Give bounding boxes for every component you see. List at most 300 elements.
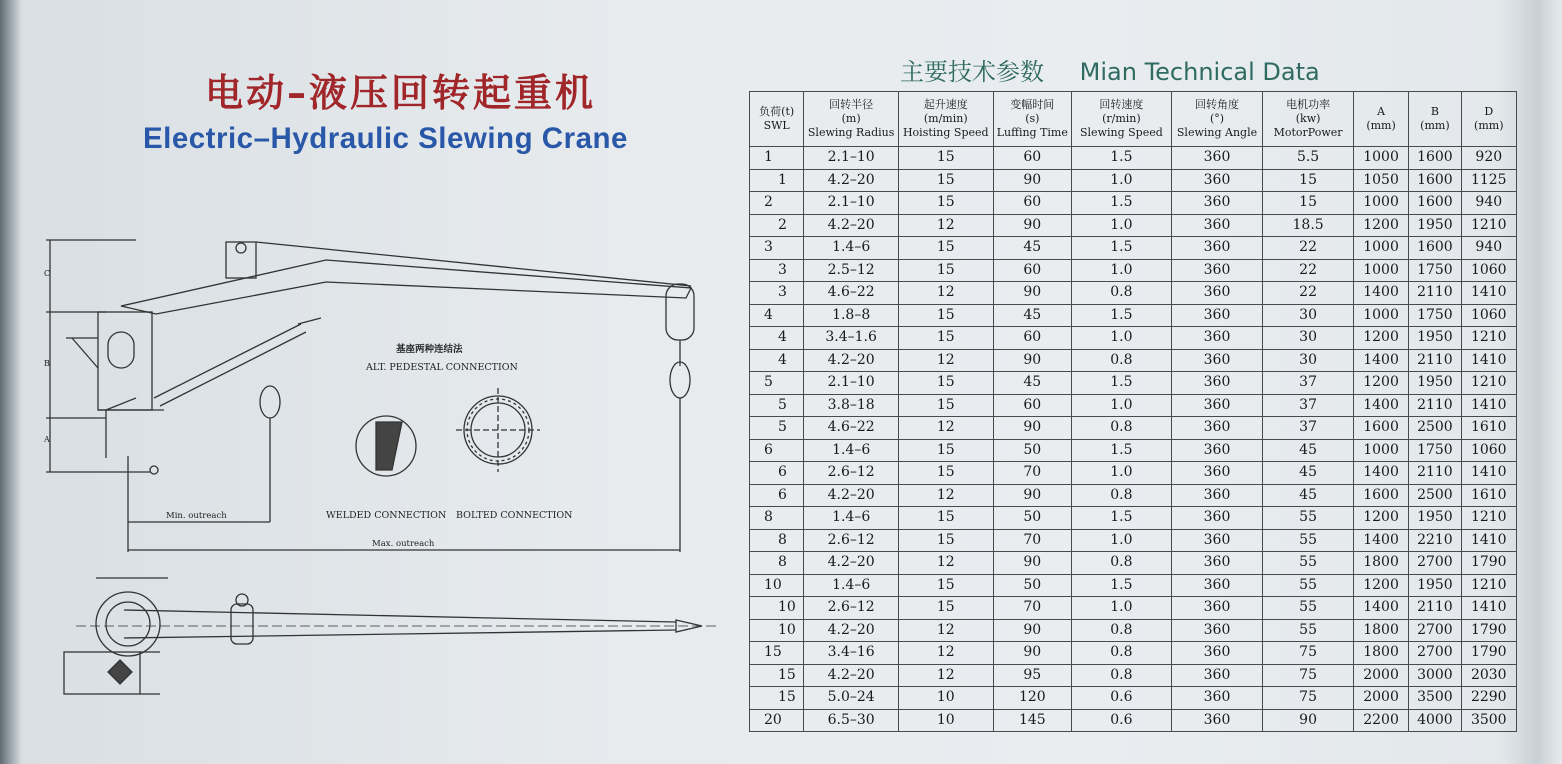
table-cell: 3500 (1461, 709, 1516, 732)
table-cell: 15 (898, 462, 993, 485)
table-cell: 4000 (1409, 709, 1461, 732)
hook-block (670, 362, 690, 398)
table-title-chinese: 主要技术参数 (900, 58, 1044, 86)
table-cell: 95 (993, 664, 1072, 687)
table-cell: 1200 (1353, 327, 1408, 350)
table-cell: 5.5 (1263, 147, 1354, 170)
table-cell: 1800 (1353, 642, 1408, 665)
table-cell: 90 (993, 642, 1072, 665)
table-cell: 15 (898, 237, 993, 260)
table-cell: 1750 (1409, 304, 1461, 327)
table-cell: 2500 (1409, 417, 1461, 440)
table-cell: 1.0 (1072, 259, 1172, 282)
table-cell: 360 (1171, 372, 1263, 395)
column-header-unit: (r/min) (1102, 112, 1141, 125)
table-cell: 15 (1263, 192, 1354, 215)
table-cell: 0.8 (1072, 664, 1172, 687)
table-cell: 145 (993, 709, 1072, 732)
table-cell: 1400 (1353, 394, 1408, 417)
table-cell: 360 (1171, 327, 1263, 350)
column-header-cn: 回转角度 (1195, 98, 1239, 111)
table-cell: 15 (898, 169, 993, 192)
table-cell: 15 (898, 574, 993, 597)
table-cell: 6.5–30 (804, 709, 899, 732)
table-cell: 45 (1263, 439, 1354, 462)
table-cell: 4.2–20 (804, 664, 899, 687)
table-cell: 4.2–20 (804, 552, 899, 575)
table-cell: 45 (993, 372, 1072, 395)
table-cell: 2.6–12 (804, 462, 899, 485)
table-cell: 1.0 (1072, 327, 1172, 350)
table-cell: 18.5 (1263, 214, 1354, 237)
title-chinese: 电动–液压回转起重机 (205, 71, 597, 115)
column-header-unit: (mm) (1420, 119, 1450, 132)
table-cell: 6 (750, 439, 804, 462)
column-header-cn: 回转半径 (829, 98, 874, 111)
table-row (750, 237, 1517, 260)
table-cell: 360 (1171, 394, 1263, 417)
table-cell: 55 (1263, 552, 1354, 575)
table-cell: 2000 (1353, 687, 1408, 710)
table-cell: 1050 (1353, 169, 1408, 192)
column-header-cn: 起升速度 (923, 98, 968, 111)
table-row (750, 394, 1517, 417)
table-cell: 1000 (1353, 259, 1408, 282)
table-cell: 1000 (1353, 439, 1408, 462)
table-cell: 3.4–16 (804, 642, 899, 665)
table-row (750, 597, 1517, 620)
min-outreach-label: Min. outreach (166, 511, 227, 521)
table-cell: 1 (750, 169, 804, 192)
column-header-unit: (m) (841, 112, 861, 125)
table-cell: 12 (898, 664, 993, 687)
table-cell: 1060 (1461, 259, 1516, 282)
table-cell: 70 (993, 597, 1072, 620)
table-row (750, 304, 1517, 327)
column-header (898, 92, 993, 147)
column-header-cn: 负荷(t) (759, 105, 795, 118)
boom-tip (666, 284, 694, 340)
bolted-label: BOLTED CONNECTION (456, 510, 573, 521)
table-cell: 55 (1263, 597, 1354, 620)
table-cell: 2.6–12 (804, 597, 899, 620)
column-header-cn: B (1430, 105, 1439, 118)
table-cell: 10 (898, 687, 993, 710)
table-cell: 90 (993, 282, 1072, 305)
table-cell: 37 (1263, 394, 1354, 417)
table-cell: 1410 (1461, 462, 1516, 485)
table-cell: 2110 (1409, 597, 1461, 620)
table-cell: 20 (750, 709, 804, 732)
table-cell: 1.8–8 (804, 304, 899, 327)
table-cell: 45 (993, 304, 1072, 327)
table-cell: 1410 (1461, 597, 1516, 620)
table-cell: 50 (993, 507, 1072, 530)
table-cell: 15 (898, 327, 993, 350)
table-cell: 2110 (1409, 282, 1461, 305)
table-cell: 60 (993, 147, 1072, 170)
table-row (750, 417, 1517, 440)
table-cell: 1210 (1461, 507, 1516, 530)
table-cell: 360 (1171, 574, 1263, 597)
table-cell: 1750 (1409, 259, 1461, 282)
table-cell: 1.0 (1072, 597, 1172, 620)
hook-min (260, 386, 280, 418)
table-cell: 2290 (1461, 687, 1516, 710)
table-cell: 1.0 (1072, 169, 1172, 192)
column-header (804, 92, 899, 147)
table-cell: 360 (1171, 192, 1263, 215)
table-cell: 12 (898, 214, 993, 237)
table-cell: 6 (750, 484, 804, 507)
pedestal-label-cn: 基座两种连结法 (396, 344, 463, 355)
table-cell: 1600 (1409, 147, 1461, 170)
table-cell: 1600 (1353, 484, 1408, 507)
table-cell: 1060 (1461, 439, 1516, 462)
table-cell: 2110 (1409, 462, 1461, 485)
table-cell: 10 (898, 709, 993, 732)
table-cell: 15 (898, 597, 993, 620)
crane-drawing (36, 228, 716, 708)
table-cell: 1610 (1461, 484, 1516, 507)
table-cell: 90 (1263, 709, 1354, 732)
table-cell: 15 (898, 147, 993, 170)
table-cell: 1410 (1461, 282, 1516, 305)
table-cell: 90 (993, 214, 1072, 237)
table-cell: 1200 (1353, 574, 1408, 597)
table-row (750, 349, 1517, 372)
column-header-cn: 变幅时间 (1010, 98, 1055, 111)
table-row (750, 642, 1517, 665)
table-cell: 360 (1171, 687, 1263, 710)
table-cell: 1600 (1409, 237, 1461, 260)
table-cell: 1950 (1409, 327, 1461, 350)
table-cell: 60 (993, 259, 1072, 282)
table-cell: 1950 (1409, 214, 1461, 237)
table-cell: 1060 (1461, 304, 1516, 327)
table-cell: 12 (898, 619, 993, 642)
table-row (750, 552, 1517, 575)
table-cell: 2.6–12 (804, 529, 899, 552)
table-cell: 15 (898, 529, 993, 552)
table-cell: 360 (1171, 417, 1263, 440)
table-title-english: Mian Technical Data (1079, 58, 1320, 86)
table-cell: 12 (898, 417, 993, 440)
table-cell: 1200 (1353, 214, 1408, 237)
table-cell: 12 (898, 484, 993, 507)
column-header-unit: (s) (1025, 112, 1040, 125)
table-cell: 1.5 (1072, 237, 1172, 260)
table-cell: 2.5–12 (804, 259, 899, 282)
table-cell: 2.1–10 (804, 147, 899, 170)
table-cell: 1600 (1409, 169, 1461, 192)
table-row (750, 664, 1517, 687)
table-row (750, 169, 1517, 192)
table-cell: 1800 (1353, 619, 1408, 642)
table-cell: 4.2–20 (804, 484, 899, 507)
dim-a-label: A (44, 435, 50, 444)
column-header-en: Slewing Radius (807, 126, 895, 139)
table-cell: 4.2–20 (804, 214, 899, 237)
table-cell: 60 (993, 192, 1072, 215)
table-cell: 1.0 (1072, 529, 1172, 552)
table-cell: 360 (1171, 529, 1263, 552)
table-cell: 1400 (1353, 597, 1408, 620)
table-cell: 2.1–10 (804, 372, 899, 395)
table-cell: 1790 (1461, 619, 1516, 642)
table-cell: 1400 (1353, 349, 1408, 372)
table-row (750, 147, 1517, 170)
table-cell: 1750 (1409, 439, 1461, 462)
hydraulic-cylinder (154, 324, 301, 398)
table-cell: 2200 (1353, 709, 1408, 732)
table-cell: 8 (750, 529, 804, 552)
table-cell: 90 (993, 484, 1072, 507)
table-row (750, 484, 1517, 507)
table-cell: 940 (1461, 192, 1516, 215)
column-header-en: Slewing Angle (1176, 126, 1258, 139)
title-english: Electric–Hydraulic Slewing Crane (143, 122, 628, 155)
table-cell: 1000 (1353, 237, 1408, 260)
table-cell: 90 (993, 619, 1072, 642)
table-cell: 55 (1263, 619, 1354, 642)
table-cell: 1 (750, 147, 804, 170)
table-cell: 1.4–6 (804, 574, 899, 597)
table-cell: 1410 (1461, 529, 1516, 552)
table-cell: 360 (1171, 439, 1263, 462)
table-cell: 50 (993, 574, 1072, 597)
table-cell: 75 (1263, 642, 1354, 665)
column-header-en: SWL (763, 119, 790, 132)
column-header-en: Luffing Time (996, 126, 1068, 139)
column-header (1171, 92, 1263, 147)
table-cell: 4.2–20 (804, 169, 899, 192)
table-cell: 1000 (1353, 147, 1408, 170)
table-cell: 1800 (1353, 552, 1408, 575)
table-cell: 0.8 (1072, 484, 1172, 507)
welded-label: WELDED CONNECTION (326, 510, 447, 521)
table-cell: 37 (1263, 372, 1354, 395)
table-cell: 60 (993, 394, 1072, 417)
column-header (750, 92, 804, 147)
table-cell: 15 (898, 507, 993, 530)
table-cell: 1200 (1353, 507, 1408, 530)
table-row (750, 259, 1517, 282)
table-cell: 1.5 (1072, 574, 1172, 597)
table-cell: 5 (750, 394, 804, 417)
table-cell: 1210 (1461, 372, 1516, 395)
table-cell: 1210 (1461, 327, 1516, 350)
table-cell: 15 (1263, 169, 1354, 192)
table-cell: 360 (1171, 304, 1263, 327)
table-row (750, 214, 1517, 237)
table-row (750, 507, 1517, 530)
table-cell: 360 (1171, 237, 1263, 260)
table-cell: 15 (750, 642, 804, 665)
table-cell: 5.0–24 (804, 687, 899, 710)
table-header-row (750, 92, 1517, 147)
crane-boom (121, 260, 691, 314)
table-row (750, 687, 1517, 710)
table-cell: 6 (750, 462, 804, 485)
column-header-en: MotorPower (1273, 126, 1343, 139)
table-cell: 55 (1263, 529, 1354, 552)
technical-data-table (749, 91, 1517, 732)
table-cell: 90 (993, 552, 1072, 575)
table-cell: 45 (993, 237, 1072, 260)
table-cell: 360 (1171, 169, 1263, 192)
table-cell: 15 (898, 439, 993, 462)
table-cell: 55 (1263, 507, 1354, 530)
table-cell: 90 (993, 169, 1072, 192)
table-cell: 360 (1171, 214, 1263, 237)
table-cell: 1.5 (1072, 439, 1172, 462)
column-header (1072, 92, 1172, 147)
table-cell: 2210 (1409, 529, 1461, 552)
column-header-en: Hoisting Speed (902, 126, 989, 139)
table-cell: 8 (750, 507, 804, 530)
table-cell: 10 (750, 619, 804, 642)
table-cell: 1950 (1409, 372, 1461, 395)
table-cell: 30 (1263, 304, 1354, 327)
table-cell: 12 (898, 282, 993, 305)
table-cell: 22 (1263, 282, 1354, 305)
table-cell: 3 (750, 282, 804, 305)
table-cell: 70 (993, 462, 1072, 485)
table-cell: 1610 (1461, 417, 1516, 440)
table-cell: 15 (898, 372, 993, 395)
table-cell: 0.8 (1072, 619, 1172, 642)
crane-column (98, 312, 152, 410)
table-cell: 2500 (1409, 484, 1461, 507)
table-cell: 1790 (1461, 642, 1516, 665)
table-cell: 360 (1171, 597, 1263, 620)
table-cell: 30 (1263, 349, 1354, 372)
table-cell: 2.1–10 (804, 192, 899, 215)
table-cell: 2700 (1409, 619, 1461, 642)
table-cell: 1000 (1353, 304, 1408, 327)
table-row (750, 192, 1517, 215)
table-cell: 2 (750, 192, 804, 215)
table-cell: 15 (898, 259, 993, 282)
table-cell: 75 (1263, 664, 1354, 687)
table-cell: 90 (993, 349, 1072, 372)
table-row (750, 529, 1517, 552)
table-cell: 1.0 (1072, 462, 1172, 485)
table-cell: 360 (1171, 259, 1263, 282)
table-cell: 1600 (1409, 192, 1461, 215)
table-cell: 1210 (1461, 214, 1516, 237)
column-header-cn: 电机功率 (1286, 98, 1331, 111)
table-cell: 360 (1171, 642, 1263, 665)
table-cell: 1.4–6 (804, 237, 899, 260)
table-row (750, 327, 1517, 350)
max-outreach-label: Max. outreach (372, 539, 435, 549)
table-cell: 2700 (1409, 552, 1461, 575)
table-cell: 10 (750, 574, 804, 597)
table-cell: 4.6–22 (804, 417, 899, 440)
pedestal-label-en: ALT. PEDESTAL CONNECTION (366, 362, 518, 373)
table-cell: 4.6–22 (804, 282, 899, 305)
column-header-cn: D (1484, 105, 1494, 118)
table-cell: 3500 (1409, 687, 1461, 710)
table-cell: 360 (1171, 507, 1263, 530)
dim-b-label: B (44, 359, 50, 368)
table-cell: 5 (750, 417, 804, 440)
table-cell: 1950 (1409, 574, 1461, 597)
table-cell: 3 (750, 237, 804, 260)
table-cell: 0.8 (1072, 282, 1172, 305)
table-cell: 3000 (1409, 664, 1461, 687)
table-cell: 120 (993, 687, 1072, 710)
table-row (750, 372, 1517, 395)
table-cell: 1.4–6 (804, 507, 899, 530)
table-cell: 30 (1263, 327, 1354, 350)
table-cell: 1.5 (1072, 372, 1172, 395)
table-cell: 0.8 (1072, 417, 1172, 440)
table-cell: 360 (1171, 552, 1263, 575)
table-cell: 4 (750, 349, 804, 372)
table-cell: 1400 (1353, 462, 1408, 485)
table-cell: 1600 (1353, 417, 1408, 440)
table-row (750, 574, 1517, 597)
table-cell: 10 (750, 597, 804, 620)
table-cell: 360 (1171, 484, 1263, 507)
table-cell: 2110 (1409, 349, 1461, 372)
column-header (1409, 92, 1461, 147)
table-cell: 2110 (1409, 394, 1461, 417)
table-cell: 360 (1171, 282, 1263, 305)
column-header-cn: A (1377, 105, 1386, 118)
table-cell: 60 (993, 327, 1072, 350)
table-row (750, 282, 1517, 305)
table-cell: 15 (898, 304, 993, 327)
table-cell: 360 (1171, 664, 1263, 687)
table-cell: 360 (1171, 147, 1263, 170)
table-cell: 360 (1171, 619, 1263, 642)
table-cell: 12 (898, 349, 993, 372)
table-cell: 1.0 (1072, 214, 1172, 237)
table-cell: 15 (750, 687, 804, 710)
table-cell: 0.8 (1072, 552, 1172, 575)
table-cell: 360 (1171, 462, 1263, 485)
table-row (750, 709, 1517, 732)
table-cell: 0.8 (1072, 642, 1172, 665)
table-cell: 4.2–20 (804, 619, 899, 642)
table-cell: 22 (1263, 237, 1354, 260)
table-cell: 15 (898, 394, 993, 417)
table-cell: 1400 (1353, 529, 1408, 552)
table-cell: 1000 (1353, 192, 1408, 215)
column-header (1263, 92, 1354, 147)
table-cell: 12 (898, 642, 993, 665)
table-cell: 15 (898, 192, 993, 215)
table-cell: 920 (1461, 147, 1516, 170)
table-cell: 4.2–20 (804, 349, 899, 372)
column-header-en: Slewing Speed (1080, 126, 1163, 139)
table-cell: 1.4–6 (804, 439, 899, 462)
table-cell: 1410 (1461, 349, 1516, 372)
plan-view-boom (124, 610, 676, 622)
column-header (1353, 92, 1408, 147)
luffing-head (226, 242, 256, 278)
column-header-unit: (mm) (1474, 119, 1504, 132)
column-header (993, 92, 1072, 147)
table-title (900, 52, 1420, 87)
table-cell: 1950 (1409, 507, 1461, 530)
table-cell: 50 (993, 439, 1072, 462)
table-cell: 4 (750, 304, 804, 327)
